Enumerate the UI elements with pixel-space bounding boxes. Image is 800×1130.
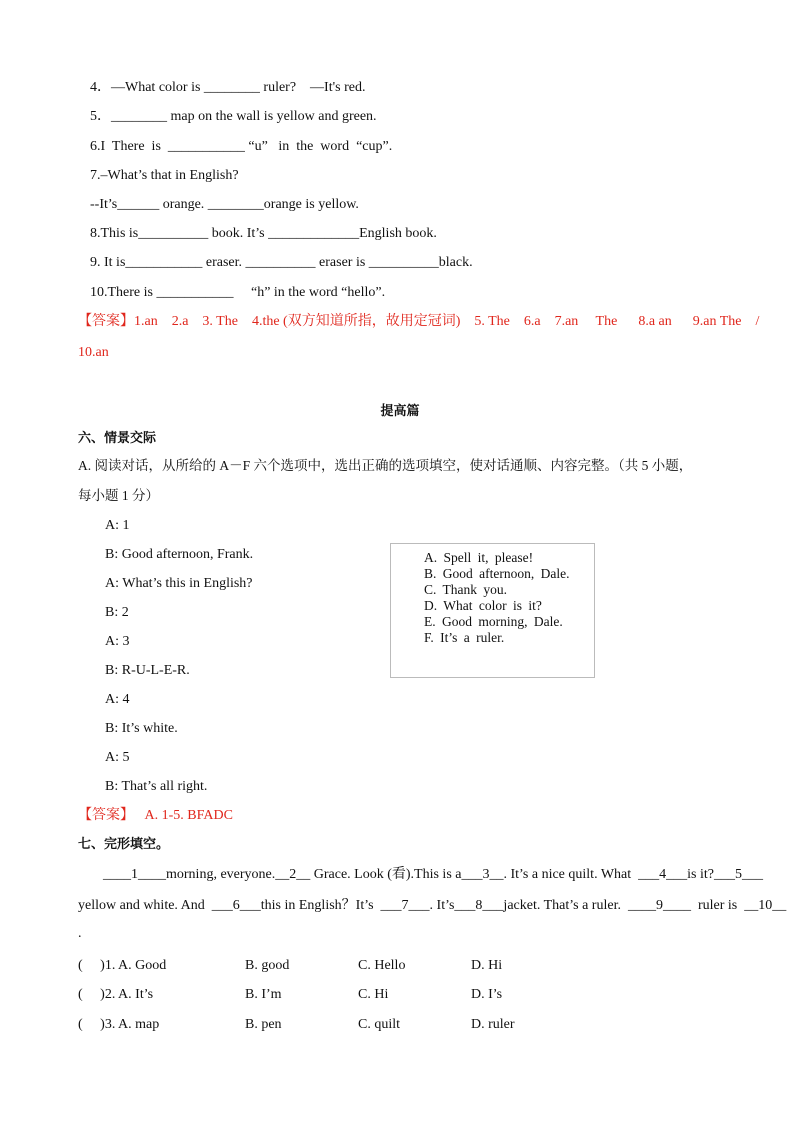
cloze-option-b: B. I’m [245, 987, 282, 1002]
cloze-option-b: B. good [245, 958, 290, 973]
option-e: E. Good morning, Dale. [424, 614, 563, 629]
answer-key-line-1: 【答案】1.an 2.a 3. The 4.the (双方知道所指，故用定冠词) 5. The 6.a 7.an The 8.a an 9.an The / [78, 314, 760, 329]
dialogue-line: B: Good afternoon, Frank. [105, 547, 254, 562]
cloze-passage-line-1: ____1____morning, everyone.__2__ Grace. Look (看).This is a___3__. It’s a nice quilt. What ___4___is it?___5___ [103, 867, 763, 882]
cloze-option-b: B. pen [245, 1017, 282, 1032]
cloze-option-d: D. I’s [471, 987, 503, 1002]
dialogue-line: A: What’s this in English? [105, 576, 253, 591]
cloze-question-1: ( )1. A. Good [78, 958, 167, 973]
dialogue-line: B: It’s white. [105, 721, 178, 736]
cloze-question-3: ( )3. A. map [78, 1017, 160, 1032]
question-9: 9. It is___________ eraser. __________ eraser is __________black. [90, 255, 473, 270]
cloze-question-2: ( )2. A. It’s [78, 987, 154, 1002]
cloze-option-c: C. Hi [358, 987, 389, 1002]
question-10: 10.There is ___________ “h” in the word “hello”. [90, 285, 386, 300]
question-5: 5．________ map on the wall is yellow and green. [90, 109, 377, 124]
dialogue-line: B: 2 [105, 605, 129, 620]
question-7a: 7.–What’s that in English? [90, 168, 239, 183]
section-7-heading: 七、完形填空。 [78, 837, 170, 852]
option-f: F. It’s a ruler. [424, 630, 505, 645]
section-6-instruction-2: 每小题 1 分） [78, 488, 159, 503]
question-7b: --It’s______ orange. ________orange is yellow. [90, 197, 359, 212]
dialogue-line: A: 1 [105, 518, 130, 533]
option-a: A. Spell it, please! [424, 550, 534, 565]
section-6-answer: 【答案】 A. 1-5. BFADC [78, 808, 233, 823]
section-6-heading: 六、情景交际 [78, 431, 157, 446]
option-c: C. Thank you. [424, 582, 507, 597]
question-6: 6.I There is ___________ “u” in the word “cup”. [90, 139, 393, 154]
dialogue-line: B: R-U-L-E-R. [105, 663, 190, 678]
question-8: 8.This is__________ book. It’s _____________English book. [90, 226, 437, 241]
section-6-instruction-1: A. 阅读对话，从所给的 A－F 六个选项中，选出正确的选项填空，使对话通顺、内容完整。（共 5 小题， [78, 458, 693, 473]
question-4: 4．—What color is ________ ruler? —It's red. [90, 80, 366, 95]
advanced-section-title: 提高篇 [380, 404, 420, 419]
cloze-passage-line-3: . [78, 926, 82, 941]
option-d: D. What color is it? [424, 598, 542, 613]
option-b: B. Good afternoon, Dale. [424, 566, 570, 581]
answer-key-line-2: 10.an [78, 345, 109, 360]
cloze-option-c: C. Hello [358, 958, 406, 973]
cloze-option-d: D. Hi [471, 958, 503, 973]
cloze-option-d: D. ruler [471, 1017, 515, 1032]
dialogue-line: B: That’s all right. [105, 779, 208, 794]
dialogue-line: A: 3 [105, 634, 130, 649]
dialogue-line: A: 4 [105, 692, 130, 707]
options-box [390, 543, 595, 678]
dialogue-line: A: 5 [105, 750, 130, 765]
cloze-passage-line-2: yellow and white. And ___6___this in English？It’s ___7___. It’s___8___jacket. That’s a ruler. ____9____ ruler is __10__ [78, 898, 787, 913]
cloze-option-c: C. quilt [358, 1017, 401, 1032]
